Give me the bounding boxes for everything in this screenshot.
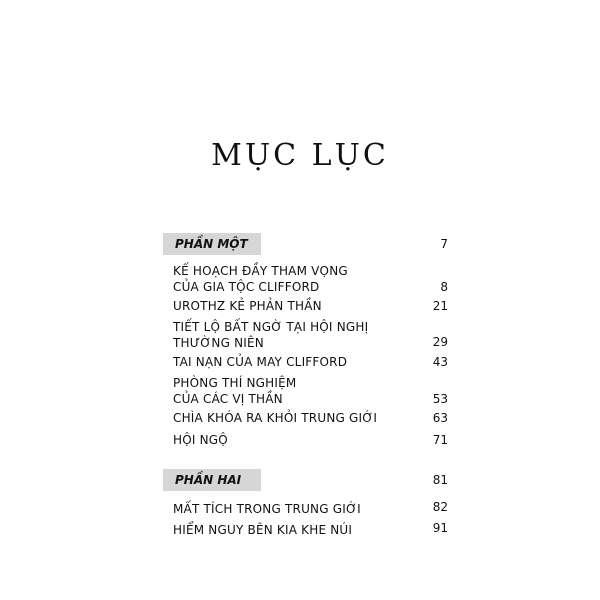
toc-entry-line: PHÒNG THÍ NGHIỆM xyxy=(173,376,297,390)
toc-entry-line: CỦA CÁC VỊ THẦN xyxy=(173,392,283,406)
toc-entry[interactable] xyxy=(173,410,393,426)
toc-entry-line: UROTHZ KẺ PHẢN THẦN xyxy=(173,299,322,313)
toc-entry-page: 91 xyxy=(432,521,448,535)
toc-entry-line: TAI NẠN CỦA MAY CLIFFORD xyxy=(173,355,348,369)
part-two-page: 81 xyxy=(432,473,448,487)
part-one-heading[interactable]: PHẦN MỘT xyxy=(163,233,261,255)
toc-entry[interactable] xyxy=(173,501,393,517)
toc-entry[interactable] xyxy=(173,298,393,314)
toc-entry-line: HIỂM NGUY BÊN KIA KHE NÚI xyxy=(173,523,353,537)
toc-entry-page: 8 xyxy=(440,280,448,294)
toc-entry-line: THƯỜNG NIÊN xyxy=(173,336,264,350)
toc-entry[interactable] xyxy=(173,432,393,448)
toc-entry-line: HỘI NGỘ xyxy=(173,433,228,447)
toc-entry[interactable] xyxy=(173,263,393,295)
toc-entry-page: 43 xyxy=(432,355,448,369)
toc-entry-line: CHÌA KHÓA RA KHỎI TRUNG GIỚI xyxy=(173,411,378,425)
toc-entry-page: 71 xyxy=(432,433,448,447)
toc-entry-page: 29 xyxy=(432,335,448,349)
toc-entry-line: MẤT TÍCH TRONG TRUNG GIỚI xyxy=(173,502,361,516)
toc-entry[interactable] xyxy=(173,354,393,370)
toc-entry-page: 82 xyxy=(432,500,448,514)
toc-entry-line: CỦA GIA TỘC CLIFFORD xyxy=(173,280,320,294)
toc-entry[interactable] xyxy=(173,375,393,407)
part-two-heading[interactable]: PHẦN HAI xyxy=(163,469,261,491)
page-title: MỤC LỤC xyxy=(211,138,389,173)
toc-entry-page: 53 xyxy=(432,392,448,406)
toc-entry-page: 21 xyxy=(432,299,448,313)
part-one-page: 7 xyxy=(440,237,448,251)
toc-entry-page: 63 xyxy=(432,411,448,425)
toc-entry[interactable] xyxy=(173,522,393,538)
toc-entry-line: TIẾT LỘ BẤT NGỜ TẠI HỘI NGHỊ xyxy=(173,320,369,334)
toc-entry[interactable] xyxy=(173,319,393,351)
toc-entry-line: KẾ HOẠCH ĐẦY THAM VỌNG xyxy=(173,264,348,278)
